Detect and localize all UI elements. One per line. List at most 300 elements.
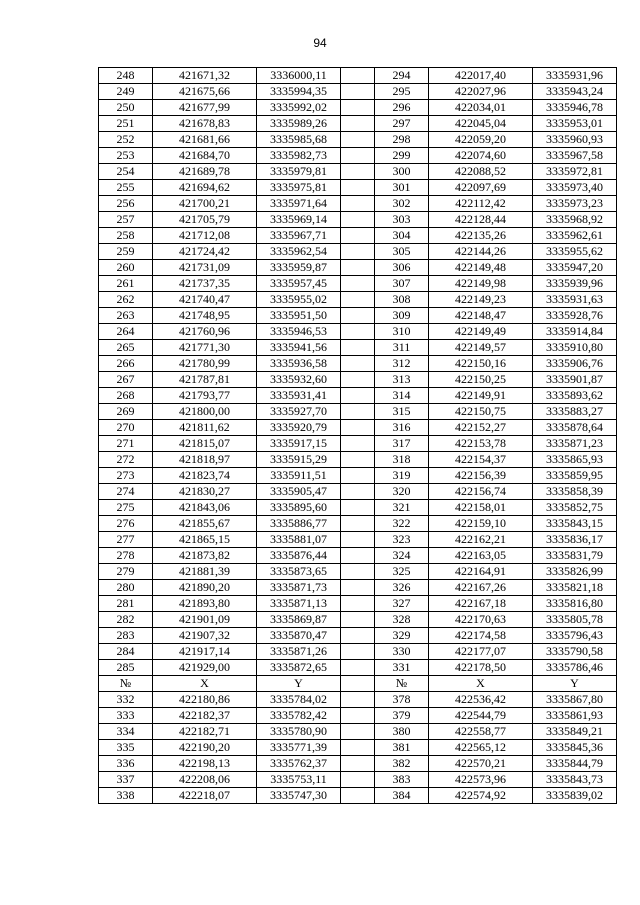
x-coordinate-cell: 421823,74 (153, 468, 257, 484)
y-coordinate-cell: 3335816,80 (533, 596, 617, 612)
x-coordinate-cell: 421771,30 (153, 340, 257, 356)
y-coordinate-cell: 3335967,58 (533, 148, 617, 164)
x-coordinate-cell: 421677,99 (153, 100, 257, 116)
point-number-cell: 268 (99, 388, 153, 404)
point-number-cell: 257 (99, 212, 153, 228)
y-coordinate-cell: 3335844,79 (533, 756, 617, 772)
y-coordinate-cell: 3335955,62 (533, 244, 617, 260)
x-coordinate-cell: 422152,27 (429, 420, 533, 436)
spacer-cell (341, 516, 375, 532)
y-coordinate-cell: 3335870,47 (257, 628, 341, 644)
x-coordinate-cell: 422180,86 (153, 692, 257, 708)
point-number-cell: 317 (375, 436, 429, 452)
point-number-cell: 330 (375, 644, 429, 660)
table-row (99, 612, 617, 628)
x-coordinate-cell: 421843,06 (153, 500, 257, 516)
x-coordinate-cell: 422170,63 (429, 612, 533, 628)
header-x-coordinate-cell: X (429, 676, 533, 692)
point-number-cell: 323 (375, 532, 429, 548)
point-number-cell: 311 (375, 340, 429, 356)
spacer-cell (341, 276, 375, 292)
point-number-cell: 335 (99, 740, 153, 756)
point-number-cell: 297 (375, 116, 429, 132)
point-number-cell: 256 (99, 196, 153, 212)
spacer-cell (341, 644, 375, 660)
y-coordinate-cell: 3335962,61 (533, 228, 617, 244)
point-number-cell: 310 (375, 324, 429, 340)
table-row (99, 212, 617, 228)
point-number-cell: 298 (375, 132, 429, 148)
table-row (99, 180, 617, 196)
y-coordinate-cell: 3335873,65 (257, 564, 341, 580)
table-header-row (99, 676, 617, 692)
table-row (99, 308, 617, 324)
spacer-cell (341, 324, 375, 340)
y-coordinate-cell: 3335867,80 (533, 692, 617, 708)
spacer-cell (341, 452, 375, 468)
x-coordinate-cell: 421873,82 (153, 548, 257, 564)
x-coordinate-cell: 421724,42 (153, 244, 257, 260)
spacer-cell (341, 196, 375, 212)
x-coordinate-cell: 421740,47 (153, 292, 257, 308)
x-coordinate-cell: 421675,66 (153, 84, 257, 100)
point-number-cell: 269 (99, 404, 153, 420)
x-coordinate-cell: 422149,91 (429, 388, 533, 404)
point-number-cell: 331 (375, 660, 429, 676)
table-row (99, 260, 617, 276)
spacer-cell (341, 148, 375, 164)
y-coordinate-cell: 3335973,40 (533, 180, 617, 196)
spacer-cell (341, 388, 375, 404)
point-number-cell: 305 (375, 244, 429, 260)
point-number-cell: 282 (99, 612, 153, 628)
spacer-cell (341, 628, 375, 644)
point-number-cell: 338 (99, 788, 153, 804)
table-row (99, 356, 617, 372)
y-coordinate-cell: 3335975,81 (257, 180, 341, 196)
table-row (99, 564, 617, 580)
y-coordinate-cell: 3335865,93 (533, 452, 617, 468)
x-coordinate-cell: 422059,20 (429, 132, 533, 148)
x-coordinate-cell: 421865,15 (153, 532, 257, 548)
y-coordinate-cell: 3335861,93 (533, 708, 617, 724)
x-coordinate-cell: 422144,26 (429, 244, 533, 260)
point-number-cell: 336 (99, 756, 153, 772)
x-coordinate-cell: 422573,96 (429, 772, 533, 788)
table-row (99, 484, 617, 500)
table-row (99, 324, 617, 340)
y-coordinate-cell: 3335839,02 (533, 788, 617, 804)
point-number-cell: 319 (375, 468, 429, 484)
y-coordinate-cell: 3335914,84 (533, 324, 617, 340)
point-number-cell: 325 (375, 564, 429, 580)
point-number-cell: 249 (99, 84, 153, 100)
spacer-cell (341, 532, 375, 548)
x-coordinate-cell: 422156,39 (429, 468, 533, 484)
x-coordinate-cell: 421890,20 (153, 580, 257, 596)
y-coordinate-cell: 3335962,54 (257, 244, 341, 260)
y-coordinate-cell: 3335941,56 (257, 340, 341, 356)
point-number-cell: 300 (375, 164, 429, 180)
x-coordinate-cell: 422128,44 (429, 212, 533, 228)
spacer-cell (341, 548, 375, 564)
spacer-cell (341, 580, 375, 596)
table-row (99, 692, 617, 708)
point-number-cell: 252 (99, 132, 153, 148)
y-coordinate-cell: 3335780,90 (257, 724, 341, 740)
x-coordinate-cell: 422163,05 (429, 548, 533, 564)
y-coordinate-cell: 3335869,87 (257, 612, 341, 628)
x-coordinate-cell: 421815,07 (153, 436, 257, 452)
x-coordinate-cell: 421694,62 (153, 180, 257, 196)
point-number-cell: 308 (375, 292, 429, 308)
y-coordinate-cell: 3335901,87 (533, 372, 617, 388)
x-coordinate-cell: 422208,06 (153, 772, 257, 788)
point-number-cell: 277 (99, 532, 153, 548)
spacer-cell (341, 756, 375, 772)
point-number-cell: 261 (99, 276, 153, 292)
x-coordinate-cell: 421907,32 (153, 628, 257, 644)
point-number-cell: 384 (375, 788, 429, 804)
spacer-cell (341, 340, 375, 356)
x-coordinate-cell: 421811,62 (153, 420, 257, 436)
y-coordinate-cell: 3335932,60 (257, 372, 341, 388)
point-number-cell: 333 (99, 708, 153, 724)
y-coordinate-cell: 3335968,92 (533, 212, 617, 228)
y-coordinate-cell: 3335931,63 (533, 292, 617, 308)
y-coordinate-cell: 3335967,71 (257, 228, 341, 244)
point-number-cell: 332 (99, 692, 153, 708)
y-coordinate-cell: 3335826,99 (533, 564, 617, 580)
point-number-cell: 271 (99, 436, 153, 452)
y-coordinate-cell: 3335943,24 (533, 84, 617, 100)
x-coordinate-cell: 422045,04 (429, 116, 533, 132)
y-coordinate-cell: 3335931,41 (257, 388, 341, 404)
y-coordinate-cell: 3335871,26 (257, 644, 341, 660)
y-coordinate-cell: 3335872,65 (257, 660, 341, 676)
point-number-cell: 299 (375, 148, 429, 164)
y-coordinate-cell: 3335843,15 (533, 516, 617, 532)
point-number-cell: 318 (375, 452, 429, 468)
table-row (99, 708, 617, 724)
page-number: 94 (313, 36, 327, 50)
point-number-cell: 378 (375, 692, 429, 708)
spacer-cell (341, 100, 375, 116)
point-number-cell: 337 (99, 772, 153, 788)
x-coordinate-cell: 422112,42 (429, 196, 533, 212)
point-number-cell: 264 (99, 324, 153, 340)
spacer-cell (341, 132, 375, 148)
point-number-cell: 251 (99, 116, 153, 132)
point-number-cell: 294 (375, 68, 429, 84)
x-coordinate-cell: 422218,07 (153, 788, 257, 804)
y-coordinate-cell: 3335931,96 (533, 68, 617, 84)
y-coordinate-cell: 3335881,07 (257, 532, 341, 548)
x-coordinate-cell: 422178,50 (429, 660, 533, 676)
x-coordinate-cell: 422565,12 (429, 740, 533, 756)
header-y-coordinate-cell: Y (533, 676, 617, 692)
y-coordinate-cell: 3335979,81 (257, 164, 341, 180)
y-coordinate-cell: 3335951,50 (257, 308, 341, 324)
spacer-cell (341, 420, 375, 436)
y-coordinate-cell: 3335994,35 (257, 84, 341, 100)
x-coordinate-cell: 422159,10 (429, 516, 533, 532)
spacer-cell (341, 372, 375, 388)
x-coordinate-cell: 421671,32 (153, 68, 257, 84)
y-coordinate-cell: 3335910,80 (533, 340, 617, 356)
spacer-cell (341, 116, 375, 132)
x-coordinate-cell: 422097,69 (429, 180, 533, 196)
x-coordinate-cell: 421684,70 (153, 148, 257, 164)
y-coordinate-cell: 3335946,78 (533, 100, 617, 116)
spacer-cell (341, 292, 375, 308)
y-coordinate-cell: 3335973,23 (533, 196, 617, 212)
spacer-cell (341, 68, 375, 84)
y-coordinate-cell: 3335985,68 (257, 132, 341, 148)
y-coordinate-cell: 3335969,14 (257, 212, 341, 228)
spacer-cell (341, 260, 375, 276)
table-row (99, 340, 617, 356)
x-coordinate-cell: 421901,09 (153, 612, 257, 628)
x-coordinate-cell: 422150,16 (429, 356, 533, 372)
table-row (99, 84, 617, 100)
point-number-cell: 329 (375, 628, 429, 644)
y-coordinate-cell: 3335871,23 (533, 436, 617, 452)
point-number-cell: 304 (375, 228, 429, 244)
point-number-cell: 382 (375, 756, 429, 772)
y-coordinate-cell: 3335859,95 (533, 468, 617, 484)
x-coordinate-cell: 421881,39 (153, 564, 257, 580)
y-coordinate-cell: 3335871,73 (257, 580, 341, 596)
x-coordinate-cell: 422544,79 (429, 708, 533, 724)
x-coordinate-cell: 422198,13 (153, 756, 257, 772)
spacer-cell (341, 740, 375, 756)
x-coordinate-cell: 422167,26 (429, 580, 533, 596)
y-coordinate-cell: 3335831,79 (533, 548, 617, 564)
coordinates-table-body (99, 68, 617, 804)
table-row (99, 404, 617, 420)
point-number-cell: 312 (375, 356, 429, 372)
y-coordinate-cell: 3335753,11 (257, 772, 341, 788)
table-row (99, 468, 617, 484)
point-number-cell: 380 (375, 724, 429, 740)
point-number-cell: 267 (99, 372, 153, 388)
y-coordinate-cell: 3335915,29 (257, 452, 341, 468)
y-coordinate-cell: 3335843,73 (533, 772, 617, 788)
y-coordinate-cell: 3335927,70 (257, 404, 341, 420)
y-coordinate-cell: 3335920,79 (257, 420, 341, 436)
x-coordinate-cell: 422162,21 (429, 532, 533, 548)
point-number-cell: 255 (99, 180, 153, 196)
y-coordinate-cell: 3335747,30 (257, 788, 341, 804)
point-number-cell: 381 (375, 740, 429, 756)
y-coordinate-cell: 3335972,81 (533, 164, 617, 180)
spacer-cell (341, 708, 375, 724)
point-number-cell: 262 (99, 292, 153, 308)
table-row (99, 788, 617, 804)
x-coordinate-cell: 422150,25 (429, 372, 533, 388)
y-coordinate-cell: 3335928,76 (533, 308, 617, 324)
spacer-cell (341, 356, 375, 372)
spacer-cell (341, 404, 375, 420)
table-row (99, 436, 617, 452)
spacer-cell (341, 596, 375, 612)
x-coordinate-cell: 422174,58 (429, 628, 533, 644)
x-coordinate-cell: 421705,79 (153, 212, 257, 228)
table-row (99, 452, 617, 468)
spacer-cell (341, 308, 375, 324)
x-coordinate-cell: 421712,08 (153, 228, 257, 244)
table-row (99, 644, 617, 660)
point-number-cell: 328 (375, 612, 429, 628)
point-number-cell: 383 (375, 772, 429, 788)
point-number-cell: 326 (375, 580, 429, 596)
y-coordinate-cell: 3335883,27 (533, 404, 617, 420)
point-number-cell: 303 (375, 212, 429, 228)
spacer-cell (341, 676, 375, 692)
point-number-cell: 273 (99, 468, 153, 484)
x-coordinate-cell: 422017,40 (429, 68, 533, 84)
point-number-cell: 265 (99, 340, 153, 356)
x-coordinate-cell: 421731,09 (153, 260, 257, 276)
point-number-cell: 263 (99, 308, 153, 324)
x-coordinate-cell: 421818,97 (153, 452, 257, 468)
x-coordinate-cell: 422149,49 (429, 324, 533, 340)
y-coordinate-cell: 3335858,39 (533, 484, 617, 500)
y-coordinate-cell: 3335960,93 (533, 132, 617, 148)
y-coordinate-cell: 3335849,21 (533, 724, 617, 740)
x-coordinate-cell: 422177,07 (429, 644, 533, 660)
point-number-cell: 253 (99, 148, 153, 164)
x-coordinate-cell: 422158,01 (429, 500, 533, 516)
x-coordinate-cell: 421689,78 (153, 164, 257, 180)
table-row (99, 420, 617, 436)
y-coordinate-cell: 3335971,64 (257, 196, 341, 212)
point-number-cell: 334 (99, 724, 153, 740)
y-coordinate-cell: 3335805,78 (533, 612, 617, 628)
x-coordinate-cell: 422182,37 (153, 708, 257, 724)
x-coordinate-cell: 422154,37 (429, 452, 533, 468)
y-coordinate-cell: 3336000,11 (257, 68, 341, 84)
x-coordinate-cell: 422149,23 (429, 292, 533, 308)
coordinates-table (98, 67, 617, 804)
table-row (99, 148, 617, 164)
y-coordinate-cell: 3335959,87 (257, 260, 341, 276)
x-coordinate-cell: 421787,81 (153, 372, 257, 388)
point-number-cell: 379 (375, 708, 429, 724)
spacer-cell (341, 164, 375, 180)
x-coordinate-cell: 422558,77 (429, 724, 533, 740)
x-coordinate-cell: 421737,35 (153, 276, 257, 292)
header-x-coordinate-cell: X (153, 676, 257, 692)
point-number-cell: 296 (375, 100, 429, 116)
table-row (99, 596, 617, 612)
x-coordinate-cell: 422190,20 (153, 740, 257, 756)
table-row (99, 388, 617, 404)
spacer-cell (341, 724, 375, 740)
table-row (99, 548, 617, 564)
table-row (99, 516, 617, 532)
y-coordinate-cell: 3335782,42 (257, 708, 341, 724)
y-coordinate-cell: 3335878,64 (533, 420, 617, 436)
table-row (99, 580, 617, 596)
point-number-cell: 281 (99, 596, 153, 612)
table-row (99, 132, 617, 148)
x-coordinate-cell: 421917,14 (153, 644, 257, 660)
x-coordinate-cell: 422088,52 (429, 164, 533, 180)
spacer-cell (341, 228, 375, 244)
point-number-cell: 321 (375, 500, 429, 516)
point-number-cell: 302 (375, 196, 429, 212)
point-number-cell: 285 (99, 660, 153, 676)
y-coordinate-cell: 3335784,02 (257, 692, 341, 708)
y-coordinate-cell: 3335946,53 (257, 324, 341, 340)
x-coordinate-cell: 422167,18 (429, 596, 533, 612)
spacer-cell (341, 180, 375, 196)
point-number-cell: 322 (375, 516, 429, 532)
spacer-cell (341, 484, 375, 500)
point-number-cell: 266 (99, 356, 153, 372)
point-number-cell: 275 (99, 500, 153, 516)
x-coordinate-cell: 422153,78 (429, 436, 533, 452)
point-number-cell: 272 (99, 452, 153, 468)
x-coordinate-cell: 422150,75 (429, 404, 533, 420)
point-number-cell: 260 (99, 260, 153, 276)
x-coordinate-cell: 422148,47 (429, 308, 533, 324)
point-number-cell: 295 (375, 84, 429, 100)
spacer-cell (341, 772, 375, 788)
spacer-cell (341, 212, 375, 228)
x-coordinate-cell: 421700,21 (153, 196, 257, 212)
x-coordinate-cell: 421830,27 (153, 484, 257, 500)
spacer-cell (341, 500, 375, 516)
y-coordinate-cell: 3335893,62 (533, 388, 617, 404)
point-number-cell: 274 (99, 484, 153, 500)
x-coordinate-cell: 421748,95 (153, 308, 257, 324)
y-coordinate-cell: 3335895,60 (257, 500, 341, 516)
y-coordinate-cell: 3335982,73 (257, 148, 341, 164)
y-coordinate-cell: 3335947,20 (533, 260, 617, 276)
table-row (99, 244, 617, 260)
point-number-cell: 316 (375, 420, 429, 436)
y-coordinate-cell: 3335852,75 (533, 500, 617, 516)
point-number-cell: 324 (375, 548, 429, 564)
y-coordinate-cell: 3335886,77 (257, 516, 341, 532)
spacer-cell (341, 468, 375, 484)
y-coordinate-cell: 3335992,02 (257, 100, 341, 116)
point-number-cell: 248 (99, 68, 153, 84)
table-row (99, 68, 617, 84)
y-coordinate-cell: 3335836,17 (533, 532, 617, 548)
y-coordinate-cell: 3335871,13 (257, 596, 341, 612)
x-coordinate-cell: 421800,00 (153, 404, 257, 420)
y-coordinate-cell: 3335911,51 (257, 468, 341, 484)
table-row (99, 116, 617, 132)
x-coordinate-cell: 422034,01 (429, 100, 533, 116)
point-number-cell: 327 (375, 596, 429, 612)
spacer-cell (341, 612, 375, 628)
y-coordinate-cell: 3335989,26 (257, 116, 341, 132)
y-coordinate-cell: 3335845,36 (533, 740, 617, 756)
point-number-cell: 320 (375, 484, 429, 500)
table-row (99, 372, 617, 388)
spacer-cell (341, 692, 375, 708)
x-coordinate-cell: 422074,60 (429, 148, 533, 164)
table-row (99, 660, 617, 676)
point-number-cell: 301 (375, 180, 429, 196)
point-number-cell: 270 (99, 420, 153, 436)
point-number-cell: 313 (375, 372, 429, 388)
